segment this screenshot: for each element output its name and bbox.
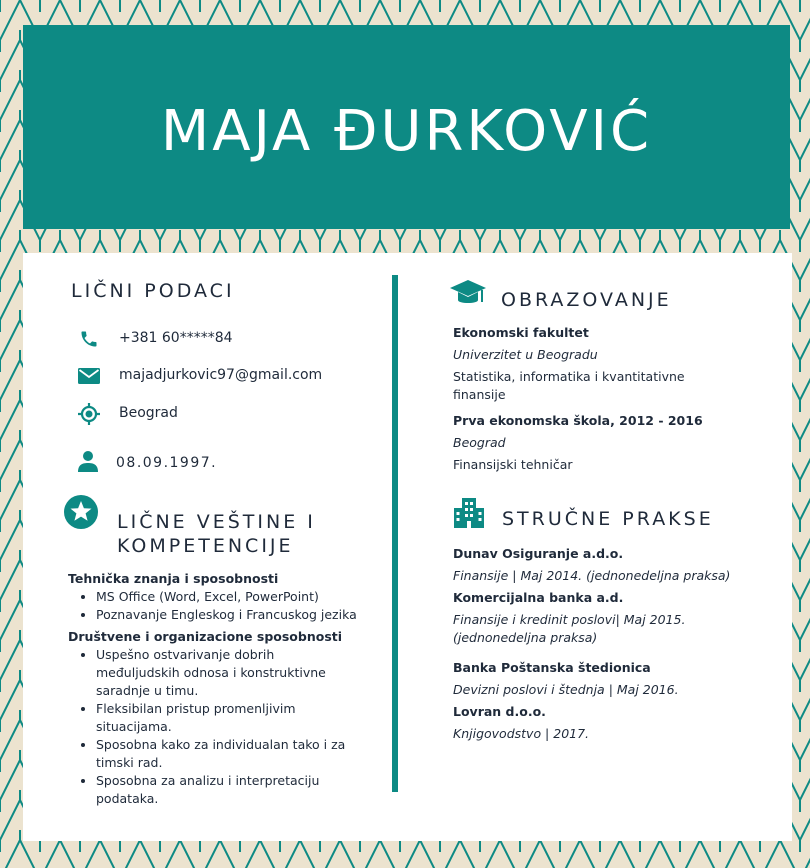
education-place: Beograd xyxy=(453,435,506,450)
graduation-cap-icon xyxy=(450,280,486,308)
internship-detail: Finansije | Maj 2014. (jednonedeljna praksa) xyxy=(453,568,731,583)
envelope-icon xyxy=(78,368,100,384)
list-item: • Fleksibilan pristup promenljivim situacijama. xyxy=(96,700,358,736)
person-name: MAJA ĐURKOVIĆ xyxy=(160,98,653,164)
internship-company: Komercijalna banka a.d. xyxy=(453,590,624,605)
technical-skills-list xyxy=(68,588,378,624)
internship-detail: Devizni poslovi i štednja | Maj 2016. xyxy=(453,682,679,697)
list-item: • MS Office (Word, Excel, PowerPoint) xyxy=(96,588,378,606)
internship-detail: Knjigovodstvo | 2017. xyxy=(453,726,590,741)
location-text: Beograd xyxy=(119,405,178,421)
phone-number: +381 60*****84 xyxy=(119,330,233,346)
internship-company: Lovran d.o.o. xyxy=(453,704,546,719)
internships-block xyxy=(453,545,753,743)
birthdate-text: 08.09.1997. xyxy=(116,455,218,471)
person-icon xyxy=(76,449,100,473)
education-program: Finansijski tehničar xyxy=(453,457,573,472)
internship-detail: Finansije i kredinit poslovi| Maj 2015. (jednonedeljna praksa) xyxy=(453,612,686,645)
skills-title: LIČNE VEŠTINE I KOMPETENCIJE xyxy=(117,511,316,557)
education-title: OBRAZOVANJE xyxy=(501,289,672,311)
education-place: Univerzitet u Beogradu xyxy=(453,347,598,362)
social-skills-heading: Društvene i organizacione sposobnosti xyxy=(68,629,343,644)
building-icon xyxy=(454,498,484,528)
list-item: • Sposobna kako za individualan tako i za timski rad. xyxy=(96,736,358,772)
personal-info-title: LIČNI PODACI xyxy=(71,280,235,302)
list-item: • Sposobna za analizu i interpretaciju podataka. xyxy=(96,772,358,808)
column-divider xyxy=(392,275,398,792)
internships-title: STRUČNE PRAKSE xyxy=(502,508,714,530)
location-target-icon xyxy=(78,403,100,425)
social-skills-list xyxy=(68,646,378,808)
education-school: Prva ekonomska škola, 2012 - 2016 xyxy=(453,413,703,428)
education-school: Ekonomski fakultet xyxy=(453,325,589,340)
technical-skills-heading: Tehnička znanja i sposobnosti xyxy=(68,571,279,586)
header-banner xyxy=(23,25,790,229)
skills-block xyxy=(68,570,378,810)
list-item: • Uspešno ostvarivanje dobrih međuljudskih odnosa i konstruktivne saradnje u timu. xyxy=(96,646,358,700)
email-address: majadjurkovic97@gmail.com xyxy=(119,367,323,383)
internship-company: Banka Poštanska štedionica xyxy=(453,660,651,675)
list-item: • Poznavanje Engleskog i Francuskog jezika xyxy=(96,606,378,624)
education-program: Statistika, informatika i kvantitativne finansije xyxy=(453,369,685,402)
internship-company: Dunav Osiguranje a.d.o. xyxy=(453,546,624,561)
star-icon xyxy=(64,495,98,529)
education-block xyxy=(453,324,753,474)
phone-icon xyxy=(79,329,99,349)
